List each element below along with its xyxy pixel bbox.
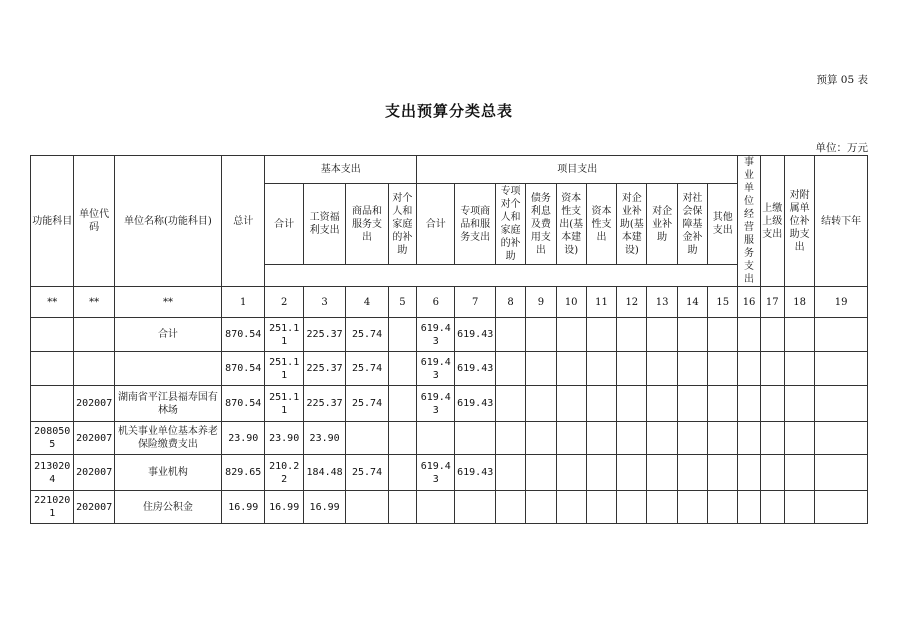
cell-empty: [738, 491, 760, 524]
cell-empty: [647, 455, 677, 491]
cell-empty: [708, 386, 738, 422]
cell-goods: [346, 491, 388, 524]
index-cell: **: [114, 287, 221, 318]
index-cell: 13: [647, 287, 677, 318]
cell-b-total: 251.11: [265, 386, 303, 422]
cell-personal: [388, 352, 416, 386]
budget-table: [30, 155, 868, 524]
col-enterprise-basic: 对企业补助(基本建设): [617, 184, 647, 265]
table-row: [31, 422, 868, 455]
cell-p-total: [417, 422, 455, 455]
col-personal-subsidy: 对个人和家庭的补助: [388, 184, 416, 265]
col-capital-basic: 资本性支出(基本建设): [556, 184, 586, 265]
col-affiliate: 对附属单位补助支出: [784, 156, 814, 287]
cell-empty: [677, 352, 707, 386]
page-title: 支出预算分类总表: [384, 102, 513, 120]
col-inst-social: 事业单位经营服务支出: [738, 156, 760, 287]
cell-p-goods: 619.43: [455, 352, 495, 386]
cell-empty: [495, 422, 525, 455]
index-cell: 9: [526, 287, 556, 318]
cell-empty: [617, 455, 647, 491]
cell-salary: 16.99: [303, 491, 345, 524]
cell-b-total: 210.22: [265, 455, 303, 491]
cell-total: 870.54: [222, 386, 265, 422]
table-row: [31, 318, 868, 352]
cell-p-total: [417, 491, 455, 524]
cell-empty: [815, 422, 868, 455]
cell-empty: [760, 491, 784, 524]
table-row: [31, 386, 868, 422]
cell-empty: [495, 386, 525, 422]
cell-total: 829.65: [222, 455, 265, 491]
cell-p-total: 619.43: [417, 455, 455, 491]
cell-empty: [738, 352, 760, 386]
index-cell: 3: [303, 287, 345, 318]
index-cell: 1: [222, 287, 265, 318]
col-debt-interest: 债务利息及费用支出: [526, 184, 556, 265]
index-cell: 18: [784, 287, 814, 318]
cell-empty: [784, 491, 814, 524]
cell-b-total: 251.11: [265, 318, 303, 352]
cell-name: 合计: [114, 318, 221, 352]
cell-empty: [784, 352, 814, 386]
index-row: [31, 287, 868, 318]
table-row: [31, 491, 868, 524]
cell-empty: [556, 318, 586, 352]
cell-empty: [738, 318, 760, 352]
cell-empty: [495, 318, 525, 352]
cell-empty: [760, 386, 784, 422]
cell-b-total: 16.99: [265, 491, 303, 524]
cell-code: 202007: [74, 386, 114, 422]
cell-empty: [617, 318, 647, 352]
cell-empty: [815, 318, 868, 352]
cell-empty: [526, 491, 556, 524]
cell-goods: 25.74: [346, 386, 388, 422]
cell-goods: [346, 422, 388, 455]
cell-empty: [760, 422, 784, 455]
cell-empty: [526, 422, 556, 455]
cell-empty: [677, 491, 707, 524]
cell-func: [31, 386, 74, 422]
cell-p-total: 619.43: [417, 386, 455, 422]
col-unit-name: 单位名称(功能科目): [114, 156, 221, 287]
cell-empty: [677, 455, 707, 491]
cell-p-goods: 619.43: [455, 455, 495, 491]
cell-empty: [677, 318, 707, 352]
col-unit-code: 单位代码: [74, 156, 114, 287]
cell-empty: [586, 386, 616, 422]
cell-p-total: 619.43: [417, 352, 455, 386]
cell-empty: [760, 352, 784, 386]
index-cell: 2: [265, 287, 303, 318]
index-cell: 4: [346, 287, 388, 318]
index-cell: 17: [760, 287, 784, 318]
cell-empty: [647, 318, 677, 352]
index-cell: **: [31, 287, 74, 318]
cell-salary: 225.37: [303, 352, 345, 386]
col-upper-pay: 上缴上级支出: [760, 156, 784, 287]
cell-empty: [495, 491, 525, 524]
col-group-basic: 基本支出: [265, 156, 417, 184]
table-code: 预算 05 表: [816, 74, 868, 86]
cell-func: 2130204: [31, 455, 74, 491]
col-proj-total: 合计: [417, 184, 455, 265]
cell-empty: [495, 455, 525, 491]
cell-empty: [815, 386, 868, 422]
index-cell: 19: [815, 287, 868, 318]
cell-empty: [738, 422, 760, 455]
index-cell: 16: [738, 287, 760, 318]
cell-empty: [617, 491, 647, 524]
table-row: [31, 352, 868, 386]
cell-empty: [586, 318, 616, 352]
cell-empty: [708, 318, 738, 352]
cell-p-goods: 619.43: [455, 386, 495, 422]
cell-func: 2210201: [31, 491, 74, 524]
cell-name: [114, 352, 221, 386]
cell-empty: [586, 422, 616, 455]
index-cell: 14: [677, 287, 707, 318]
col-proj-goods: 专项商品和服务支出: [455, 184, 495, 265]
col-capital: 资本性支出: [586, 184, 616, 265]
col-salary: 工资福利支出: [303, 184, 345, 265]
cell-goods: 25.74: [346, 318, 388, 352]
col-group-project: 项目支出: [417, 156, 738, 184]
col-proj-personal: 专项对个人和家庭的补助: [495, 184, 525, 265]
cell-empty: [647, 386, 677, 422]
cell-empty: [647, 422, 677, 455]
index-cell: 7: [455, 287, 495, 318]
col-total: 总计: [222, 156, 265, 287]
cell-empty: [647, 491, 677, 524]
cell-empty: [677, 386, 707, 422]
cell-empty: [556, 422, 586, 455]
cell-total: 23.90: [222, 422, 265, 455]
col-basic-total: 合计: [265, 184, 303, 265]
cell-p-goods: [455, 491, 495, 524]
index-cell: 12: [617, 287, 647, 318]
data-rows: [31, 318, 868, 524]
cell-empty: [556, 455, 586, 491]
cell-personal: [388, 491, 416, 524]
cell-b-total: 23.90: [265, 422, 303, 455]
cell-name: 事业机构: [114, 455, 221, 491]
cell-empty: [708, 422, 738, 455]
cell-code: 202007: [74, 422, 114, 455]
cell-func: 2080505: [31, 422, 74, 455]
cell-empty: [815, 491, 868, 524]
col-carryover: 结转下年: [815, 156, 868, 287]
table-row: [31, 455, 868, 491]
cell-goods: 25.74: [346, 352, 388, 386]
cell-empty: [760, 318, 784, 352]
cell-code: [74, 318, 114, 352]
cell-b-total: 251.11: [265, 352, 303, 386]
cell-p-goods: [455, 422, 495, 455]
col-social-security: 对社会保障基金补助: [677, 184, 707, 265]
cell-personal: [388, 455, 416, 491]
cell-empty: [556, 491, 586, 524]
cell-empty: [586, 491, 616, 524]
cell-empty: [526, 352, 556, 386]
cell-empty: [760, 455, 784, 491]
col-enterprise: 对企业补助: [647, 184, 677, 265]
cell-empty: [738, 386, 760, 422]
index-cell: 8: [495, 287, 525, 318]
cell-func: [31, 318, 74, 352]
cell-salary: 225.37: [303, 386, 345, 422]
cell-total: 870.54: [222, 318, 265, 352]
cell-empty: [784, 318, 814, 352]
index-cell: **: [74, 287, 114, 318]
cell-empty: [708, 455, 738, 491]
cell-empty: [677, 422, 707, 455]
cell-code: 202007: [74, 455, 114, 491]
cell-salary: 184.48: [303, 455, 345, 491]
cell-name: 湖南省平江县福寿国有林场: [114, 386, 221, 422]
cell-empty: [586, 352, 616, 386]
cell-total: 16.99: [222, 491, 265, 524]
cell-empty: [784, 386, 814, 422]
cell-code: 202007: [74, 491, 114, 524]
cell-empty: [617, 352, 647, 386]
cell-empty: [617, 422, 647, 455]
cell-empty: [784, 455, 814, 491]
cell-empty: [526, 318, 556, 352]
cell-empty: [495, 352, 525, 386]
cell-empty: [617, 386, 647, 422]
cell-salary: 225.37: [303, 318, 345, 352]
cell-name: 机关事业单位基本养老保险缴费支出: [114, 422, 221, 455]
cell-personal: [388, 422, 416, 455]
col-other: 其他支出: [708, 184, 738, 265]
cell-personal: [388, 318, 416, 352]
cell-empty: [784, 422, 814, 455]
col-goods-services: 商品和服务支出: [346, 184, 388, 265]
cell-total: 870.54: [222, 352, 265, 386]
cell-personal: [388, 386, 416, 422]
cell-goods: 25.74: [346, 455, 388, 491]
unit-label: 单位：万元: [815, 142, 868, 154]
cell-empty: [708, 491, 738, 524]
cell-empty: [526, 386, 556, 422]
cell-p-goods: 619.43: [455, 318, 495, 352]
cell-empty: [815, 455, 868, 491]
cell-empty: [708, 352, 738, 386]
cell-empty: [815, 352, 868, 386]
index-cell: 6: [417, 287, 455, 318]
index-cell: 5: [388, 287, 416, 318]
index-cell: 10: [556, 287, 586, 318]
cell-salary: 23.90: [303, 422, 345, 455]
cell-p-total: 619.43: [417, 318, 455, 352]
cell-name: 住房公积金: [114, 491, 221, 524]
index-cell: 11: [586, 287, 616, 318]
index-cell: 15: [708, 287, 738, 318]
cell-empty: [526, 455, 556, 491]
cell-func: [31, 352, 74, 386]
cell-empty: [556, 386, 586, 422]
col-func-subject: 功能科目: [31, 156, 74, 287]
cell-empty: [738, 455, 760, 491]
cell-empty: [586, 455, 616, 491]
cell-code: [74, 352, 114, 386]
cell-empty: [556, 352, 586, 386]
cell-empty: [647, 352, 677, 386]
